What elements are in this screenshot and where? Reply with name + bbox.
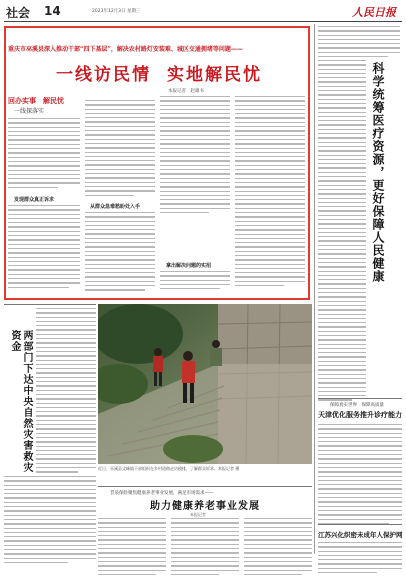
- lead-col2-text-a: [85, 100, 155, 196]
- bottom-story-byline: 本报记者: [190, 512, 206, 517]
- bottom-left-text: [4, 476, 96, 563]
- bottom-story-rule: [98, 486, 312, 487]
- lead-col4-text: [235, 96, 305, 286]
- right-brief-text: [318, 424, 402, 524]
- right-vertical-headline: 科学统筹医疗资源，更好保障人民健康: [371, 62, 385, 283]
- right-brief-headline: 天津优化服务推升诊疗能力: [318, 410, 402, 419]
- lead-subhead-2: 从群众急难愁盼处入手: [90, 204, 141, 210]
- photo-caption: 近日，巫溪县文峰镇干部组织在乡村道路走访摸排，了解群众诉求。本报记者 摄: [98, 466, 240, 471]
- right-column-divider: [314, 24, 315, 554]
- right-intro-text: [318, 26, 400, 57]
- paper-logo: 人民日报: [352, 6, 396, 19]
- lead-subhead-3: 拿出解决问题的实招: [166, 263, 212, 269]
- left-story-text-a: [36, 308, 96, 473]
- lead-col2-text-b: [85, 212, 155, 291]
- bottom-story-col3: [244, 518, 312, 575]
- bottom-story-kicker: 昔泉保险聚焦健康养老事业发展，满足市场需求——: [110, 491, 214, 496]
- photo: [98, 304, 312, 464]
- right-bottom-text: [318, 542, 402, 573]
- bottom-story-headline: 助力健康养老事业发展: [150, 501, 260, 512]
- left-story-headline: 两部门下达中央自然灾害救灾资金: [9, 330, 32, 473]
- right-brief-kicker: 保障真实世界 保障高质量: [330, 403, 384, 408]
- lead-col1-text-a: [8, 118, 80, 188]
- masthead-rule: [4, 21, 402, 22]
- section-label: 社会: [6, 6, 31, 20]
- date-line: 2023年12月3日 星期三: [92, 9, 141, 14]
- photo-illustration: [98, 304, 312, 464]
- lead-col3-text-a: [160, 96, 230, 213]
- page-number: 14: [44, 4, 61, 18]
- right-vertical-story-text: [318, 60, 366, 401]
- bottom-story-col2: [171, 518, 239, 575]
- lead-subhead-1: 发现群众真正诉求: [14, 197, 55, 203]
- masthead: [0, 0, 406, 22]
- right-brief-rule: [318, 398, 402, 399]
- bottom-story-col1: [98, 518, 166, 575]
- lead-sidebar-subtitle: 一线探落实: [14, 108, 45, 115]
- right-bottom-rule: [318, 524, 402, 525]
- left-story-rule: [4, 304, 96, 305]
- lead-kicker: 重庆市巫溪县深入推动干部“四下基层”，解决农村路灯安装难、城区交通拥堵等问题——: [8, 46, 243, 53]
- lead-col3-text-b: [160, 271, 230, 289]
- right-bottom-headline: 江苏兴化织密未成年人保护网: [318, 531, 403, 539]
- lead-sidebar-title: 回办实事 解民忧: [8, 96, 64, 105]
- lead-col1-text-b: [8, 205, 80, 288]
- lead-byline: 本报记者 赵雄书: [168, 89, 204, 94]
- lead-headline: 一线访民情 实地解民忧: [56, 65, 262, 85]
